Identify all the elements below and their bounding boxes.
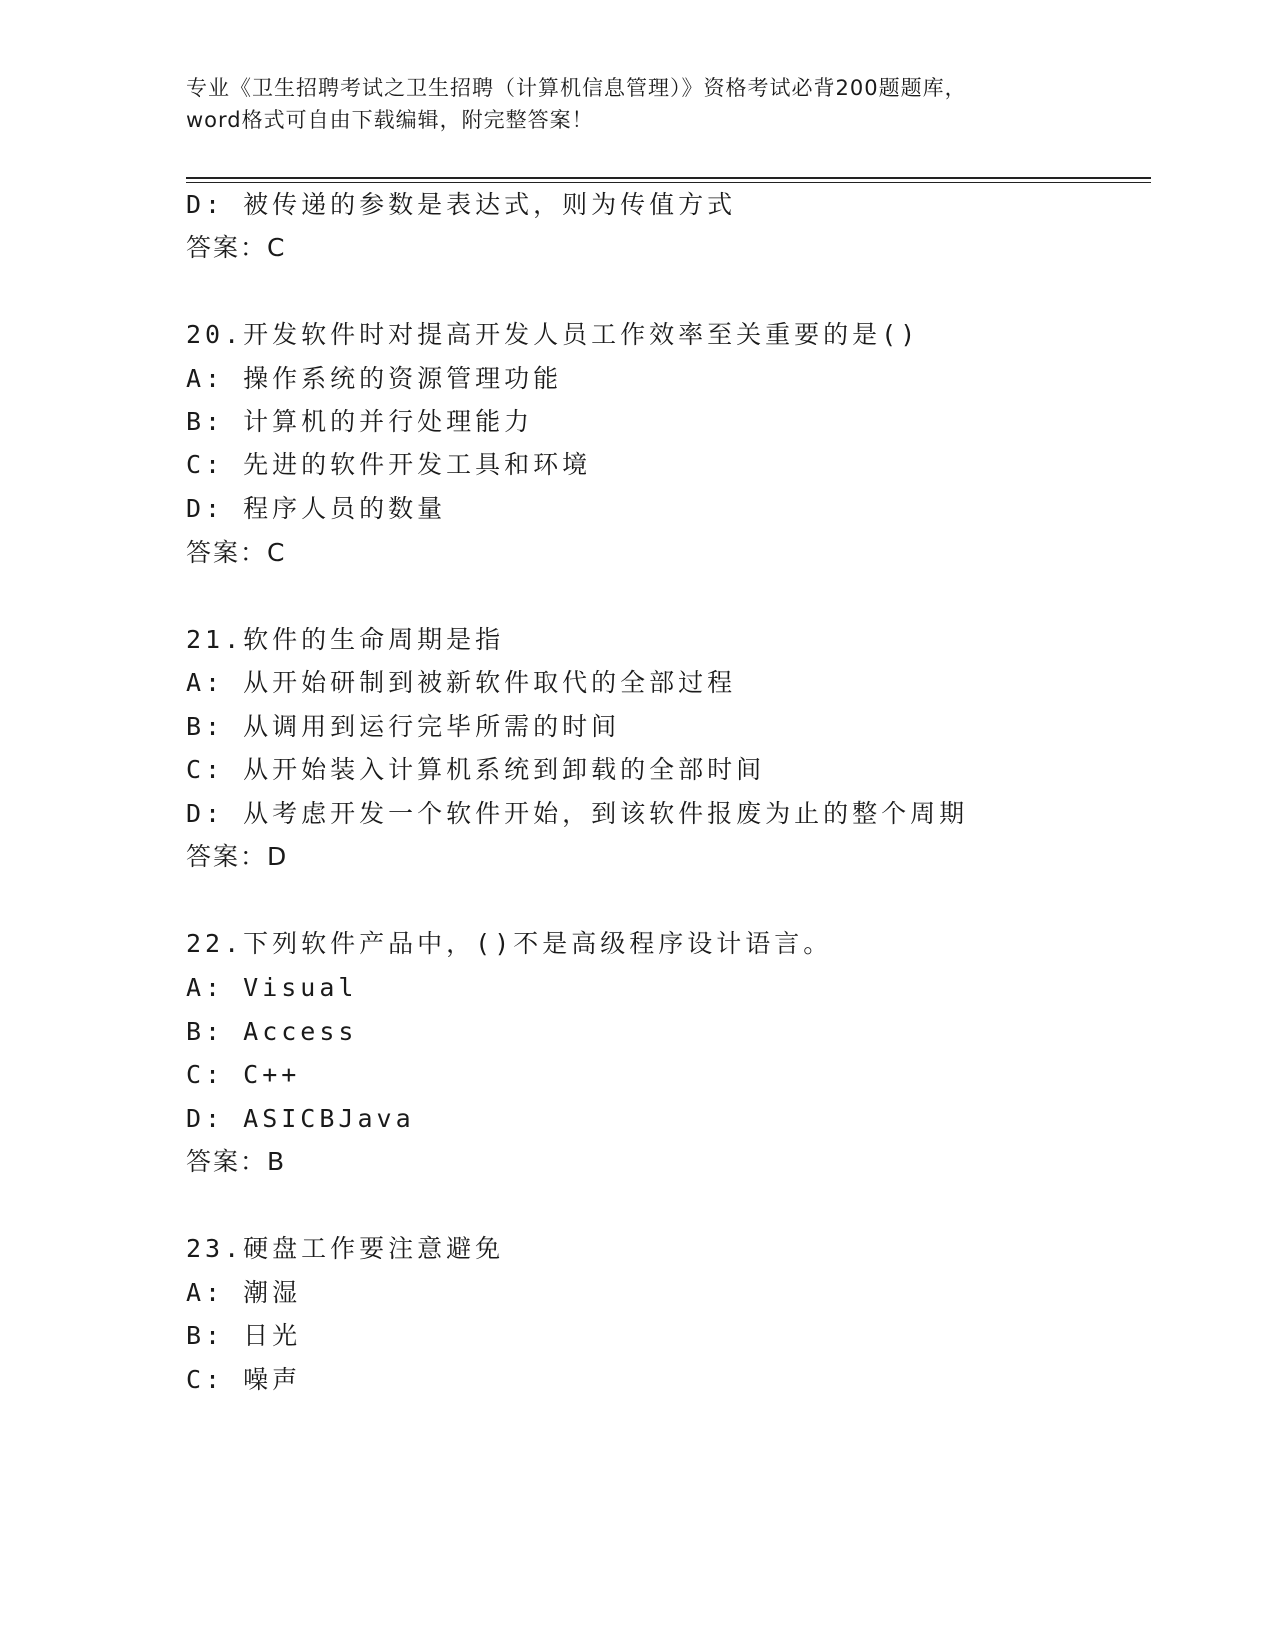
page-header — [186, 72, 1086, 136]
q22-option-a: A: Visual — [186, 973, 358, 1002]
q23-option-c: C: 噪声 — [186, 1365, 302, 1394]
q20-option-a: A: 操作系统的资源管理功能 — [186, 364, 563, 393]
q20-question: 20.开发软件时对提高开发人员工作效率至关重要的是() — [186, 320, 920, 349]
q22-option-c: C: C++ — [186, 1060, 301, 1089]
q21-option-b: B: 从调用到运行完毕所需的时间 — [186, 712, 621, 741]
header-title-line-2: word格式可自由下载编辑，附完整答案！ — [186, 108, 594, 132]
q21-option-c: C: 从开始装入计算机系统到卸载的全部时间 — [186, 755, 766, 784]
q20-option-c: C: 先进的软件开发工具和环境 — [186, 450, 592, 479]
q22-question: 22.下列软件产品中，()不是高级程序设计语言。 — [186, 929, 833, 958]
q20-option-b: B: 计算机的并行处理能力 — [186, 407, 534, 436]
q23-option-b: B: 日光 — [186, 1321, 302, 1350]
q22-option-b: B: Access — [186, 1017, 358, 1046]
q21-option-d: D: 从考虑开发一个软件开始，到该软件报废为止的整个周期 — [186, 799, 969, 828]
q20-option-d: D: 程序人员的数量 — [186, 494, 447, 523]
q21-answer: 答案：D — [186, 842, 289, 871]
header-title-line-1: 专业《卫生招聘考试之卫生招聘（计算机信息管理）》资格考试必背200题题库， — [186, 76, 967, 100]
q19-option-d: D: 被传递的参数是表达式，则为传值方式 — [186, 190, 737, 219]
q22-answer: 答案：B — [186, 1147, 287, 1176]
header-divider-thick — [186, 177, 1151, 179]
q23-question: 23.硬盘工作要注意避免 — [186, 1234, 505, 1263]
q21-option-a: A: 从开始研制到被新软件取代的全部过程 — [186, 668, 737, 697]
q23-option-a: A: 潮湿 — [186, 1278, 302, 1307]
q19-answer: 答案：C — [186, 233, 287, 262]
q22-option-d: D: ASICBJava — [186, 1104, 415, 1133]
header-divider-thin — [186, 182, 1151, 183]
q20-answer: 答案：C — [186, 538, 287, 567]
q21-question: 21.软件的生命周期是指 — [186, 625, 505, 654]
